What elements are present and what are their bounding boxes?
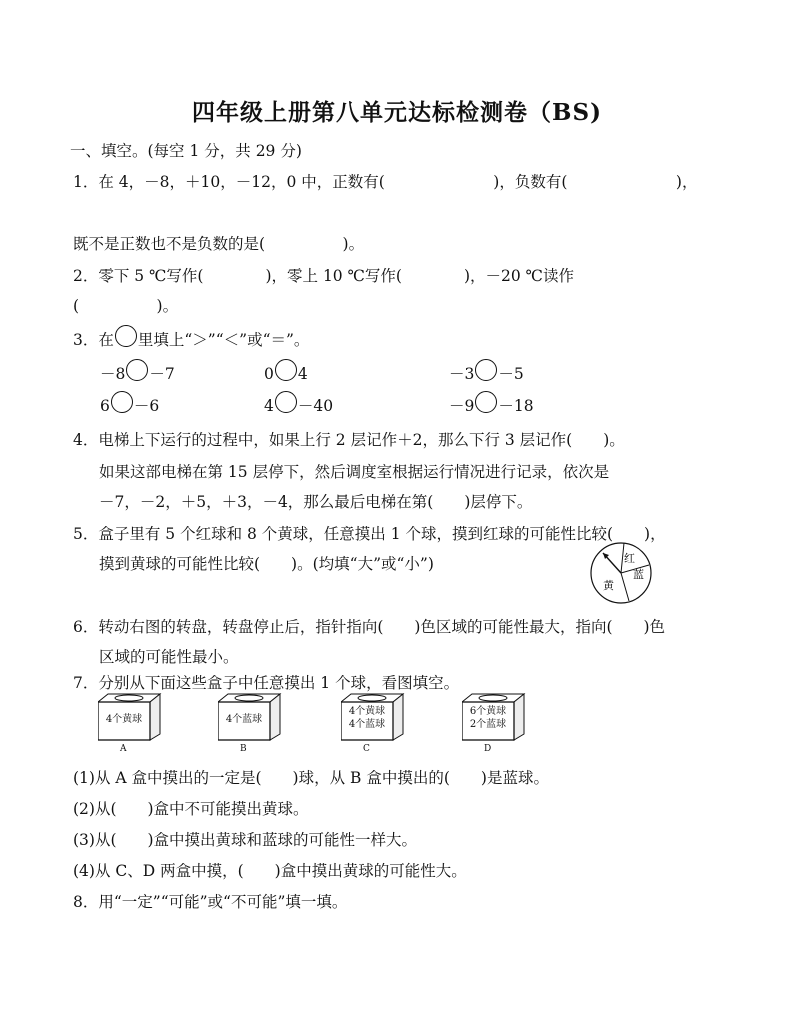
box-a: 4个黄球 A	[98, 692, 164, 754]
spinner-blue-label: 蓝	[633, 568, 644, 581]
box-label: A	[120, 744, 127, 754]
answer-circle[interactable]	[111, 391, 133, 413]
q3-suffix: 里填上“＞”“＜”或“＝”。	[137, 331, 310, 349]
answer-circle[interactable]	[475, 359, 497, 381]
box-c: 4个黄球 4个蓝球 C	[341, 692, 407, 754]
q4-line2: 如果这部电梯在第 15 层停下，然后调度室根据运行情况进行记录，依次是	[99, 463, 610, 481]
compare-item: 0 4	[264, 364, 308, 386]
q7-sub3: (3)从( )盒中摸出黄球和蓝球的可能性一样大。	[73, 831, 418, 849]
q4-line3: －7，－2，＋5，＋3，－4，那么最后电梯在第( )层停下。	[99, 493, 533, 511]
answer-circle[interactable]	[275, 359, 297, 381]
compare-item: 6 －6	[100, 396, 159, 418]
spinner-icon	[589, 541, 653, 605]
q5-line1: 5．盒子里有 5 个红球和 8 个黄球，任意摸出 1 个球，摸到红球的可能性比较( )，	[73, 525, 666, 543]
q6-line1: 6．转动右图的转盘，转盘停止后，指针指向( )色区域的可能性最大，指向( )色	[73, 618, 666, 636]
compare-item: 4 －40	[264, 396, 333, 418]
box-b: 4个蓝球 B	[218, 692, 284, 754]
compare-item: －9 －18	[449, 396, 534, 418]
answer-circle[interactable]	[275, 391, 297, 413]
q7-sub4: (4)从 C、D 两盒中摸，( )盒中摸出黄球的可能性大。	[73, 862, 467, 880]
answer-circle[interactable]	[475, 391, 497, 413]
q2-line2: ( )。	[73, 297, 179, 315]
answer-circle[interactable]	[126, 359, 148, 381]
spinner-red-label: 红	[624, 552, 635, 565]
spinner-yellow-label: 黄	[603, 579, 614, 592]
box-label: D	[484, 744, 492, 754]
q1-line1: 1．在 4，－8，＋10，－12，0 中，正数有( )，负数有( )，	[73, 173, 698, 191]
q6-line2: 区域的可能性最小。	[99, 648, 239, 666]
q5-line2: 摸到黄球的可能性比较( )。(均填“大”或“小”)	[99, 555, 434, 573]
q7-sub1: (1)从 A 盒中摸出的一定是( )球，从 B 盒中摸出的( )是蓝球。	[73, 769, 549, 787]
q4-line1: 4．电梯上下运行的过程中，如果上行 2 层记作＋2，那么下行 3 层记作( )。	[73, 431, 625, 449]
q1-line2: 既不是正数也不是负数的是( )。	[73, 235, 365, 253]
q7-line1: 7．分别从下面这些盒子中任意摸出 1 个球，看图填空。	[73, 674, 460, 692]
q8-line1: 8．用“一定”“可能”或“不可能”填一填。	[73, 893, 348, 911]
q7-sub2: (2)从( )盒中不可能摸出黄球。	[73, 800, 309, 818]
box-label: C	[363, 744, 370, 754]
page-title: 四年级上册第八单元达标检测卷（BS)	[192, 99, 602, 126]
compare-circle-icon	[115, 325, 137, 347]
q3-instruction	[73, 330, 309, 352]
q3-prefix: 3．在	[73, 331, 114, 349]
q2-line1: 2．零下 5 ℃写作( )，零上 10 ℃写作( )，－20 ℃读作	[73, 267, 575, 285]
box-d: 6个黄球 2个蓝球 D	[462, 692, 528, 754]
compare-item: －8 －7	[100, 364, 175, 386]
spinner-diagram	[589, 541, 653, 605]
box-label: B	[240, 744, 247, 754]
compare-item: －3 －5	[449, 364, 524, 386]
section-heading: 一、填空。(每空 1 分，共 29 分)	[70, 142, 302, 160]
